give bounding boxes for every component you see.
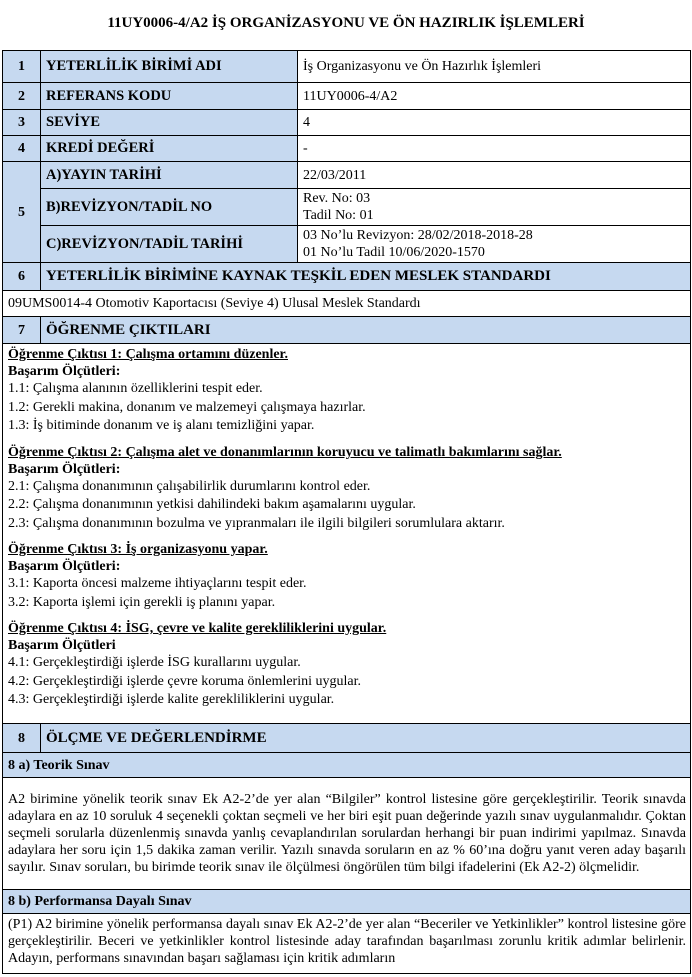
learning-outcome xyxy=(8,620,686,710)
section-header-outcomes xyxy=(3,317,691,344)
section-header-standard xyxy=(3,263,691,291)
row-label: YETERLİLİK BİRİMİ ADI xyxy=(41,51,298,83)
section-number: 7 xyxy=(3,317,41,344)
outcomes-content xyxy=(3,344,691,724)
criteria-title: Başarım Ölçütleri: xyxy=(8,559,121,574)
row-label: REFERANS KODU xyxy=(41,83,298,110)
section-title: ÖĞRENME ÇIKTILARI xyxy=(41,317,691,344)
amendment-no: Tadil No: 01 xyxy=(303,208,374,223)
row-number: 1 xyxy=(3,51,41,83)
row-publish-date xyxy=(3,162,691,189)
criterion: 1.2: Gerekli makina, donanım ve malzemeyi çalışmaya hazırlar. xyxy=(8,399,366,415)
criteria-title: Başarım Ölçütleri xyxy=(8,638,116,653)
row-reference-code xyxy=(3,83,691,110)
criterion: 2.1: Çalışma donanımının çalışabilirlik durumlarını kontrol eder. xyxy=(8,478,371,494)
row-level xyxy=(3,110,691,136)
outcome-title: Öğrenme Çıktısı 3: İş organizasyonu yapar. xyxy=(8,542,268,557)
row-number: 3 xyxy=(3,110,41,136)
criteria-title: Başarım Ölçütleri: xyxy=(8,461,121,477)
revision-date: 03 No’lu Revizyon: 28/02/2018-2018-28 xyxy=(303,228,533,243)
criterion: 4.1: Gerçekleştirdiği işlerde İSG kurallarını uygular. xyxy=(8,655,301,670)
outcome-title: Öğrenme Çıktısı 1: Çalışma ortamını düzenler. xyxy=(8,347,288,362)
subsection-title: 8 a) Teorik Sınav xyxy=(3,753,691,778)
performance-exam-text: (P1) A2 birimine yönelik performansa dayalı sınav Ek A2-2’de yer alan “Beceriler ve Yetkinlikler” kontrol listesine göre gerçekleştirilir. Beceri ve yetkinlikler kontrol listesinde aday tarafından başarılması zorunlu kritik adımlar belirlenir. Adayın, performans sınavından başarı sağlaması için kritik adımların xyxy=(3,914,691,974)
outcomes-row xyxy=(3,344,691,724)
section-title: YETERLİLİK BİRİMİNE KAYNAK TEŞKİL EDEN MESLEK STANDARDI xyxy=(41,263,691,291)
theory-exam-text: A2 birimine yönelik teorik sınav Ek A2-2’de yer alan “Bilgiler” kontrol listesine göre gerçekleştirilir. Teorik sınavda adaylara en az 10 soruluk 4 seçenekli çoktan seçmeli ve her biri eşit puan değerinde yazılı sınav uygulanmalıdır. Çoktan seçmeli sorularla düzenlenmiş sınavda yanlış cevaplandırılan sorulardan herhangi bir puan indirimi yapılmaz. Sınavda adaylara her soru için 1,5 dakika zaman verilir. Yazılı sınavda soruların en az % 60’ına doğru yanıt veren aday başarılı sayılır. Sınav soruları, bu birimde teorik sınav ile ölçülmesi öngörülen tüm bilgi ifadelerini (Ek A2-2) ölçmelidir. xyxy=(3,778,691,890)
outcome-title: Öğrenme Çıktısı 4: İSG, çevre ve kalite gerekliliklerini uygular. xyxy=(8,621,387,636)
row-value: 4 xyxy=(298,110,691,136)
row-revision-date xyxy=(3,226,691,263)
row-unit-name xyxy=(3,51,691,83)
row-label: B)REVİZYON/TADİL NO xyxy=(41,189,298,226)
amendment-date: 01 No’lu Tadil 10/06/2020-1570 xyxy=(303,245,485,260)
section-header-assessment xyxy=(3,724,691,753)
document-title: 11UY0006-4/A2 İŞ ORGANİZASYONU VE ÖN HAZIRLIK İŞLEMLERİ xyxy=(107,15,585,31)
section-number: 6 xyxy=(3,263,41,291)
learning-outcome xyxy=(8,541,686,612)
learning-outcome xyxy=(8,346,686,436)
row-label: KREDİ DEĞERİ xyxy=(41,136,298,162)
row-value xyxy=(298,189,691,226)
learning-outcome xyxy=(8,444,686,534)
row-credit xyxy=(3,136,691,162)
criterion: 1.3: İş bitiminde donanım ve iş alanı temizliğini yapar. xyxy=(8,418,315,433)
row-number: 2 xyxy=(3,83,41,110)
row-revision-no xyxy=(3,189,691,226)
row-label: C)REVİZYON/TADİL TARİHİ xyxy=(41,226,298,263)
criterion: 3.1: Kaporta öncesi malzeme ihtiyaçlarını tespit eder. xyxy=(8,576,307,591)
subsection-header-performance xyxy=(3,890,691,914)
criterion: 2.2: Çalışma donanımının yetkisi dahilindeki bakım aşamalarını uygular. xyxy=(8,497,416,512)
standard-value: 09UMS0014-4 Otomotiv Kaportacısı (Seviye 4) Ulusal Meslek Standardı xyxy=(3,291,691,317)
section-title: ÖLÇME VE DEĞERLENDİRME xyxy=(41,724,691,753)
criterion: 2.3: Çalışma donanımının bozulma ve yıpranmaları ile ilgili bilgileri sorumlulara aktarır. xyxy=(8,515,505,531)
unit-table xyxy=(2,50,691,974)
row-label: SEVİYE xyxy=(41,110,298,136)
standard-row xyxy=(3,291,691,317)
subsection-header-theory xyxy=(3,753,691,778)
row-value: - xyxy=(298,136,691,162)
criterion: 4.3: Gerçekleştirdiği işlerde kalite gerekliliklerini uygular. xyxy=(8,692,335,707)
row-value xyxy=(298,226,691,263)
criterion: 1.1: Çalışma alanının özelliklerini tespit eder. xyxy=(8,381,263,396)
criterion: 3.2: Kaporta işlemi için gerekli iş planını yapar. xyxy=(8,594,276,610)
revision-no: Rev. No: 03 xyxy=(303,191,371,206)
criteria-title: Başarım Ölçütleri: xyxy=(8,364,121,379)
outcome-title: Öğrenme Çıktısı 2: Çalışma alet ve donanımlarının koruyucu ve talimatlı bakımlarını sağlar. xyxy=(8,444,562,460)
row-number: 5 xyxy=(3,162,41,263)
row-value: İş Organizasyonu ve Ön Hazırlık İşlemleri xyxy=(298,51,691,83)
row-value: 11UY0006-4/A2 xyxy=(298,83,691,110)
row-value: 22/03/2011 xyxy=(298,162,691,189)
row-label: A)YAYIN TARİHİ xyxy=(41,162,298,189)
section-number: 8 xyxy=(3,724,41,753)
theory-exam-row xyxy=(3,778,691,890)
subsection-title: 8 b) Performansa Dayalı Sınav xyxy=(3,890,691,914)
row-number: 4 xyxy=(3,136,41,162)
criterion: 4.2: Gerçekleştirdiği işlerde çevre koruma önlemlerini uygular. xyxy=(8,673,361,689)
performance-exam-row xyxy=(3,914,691,974)
